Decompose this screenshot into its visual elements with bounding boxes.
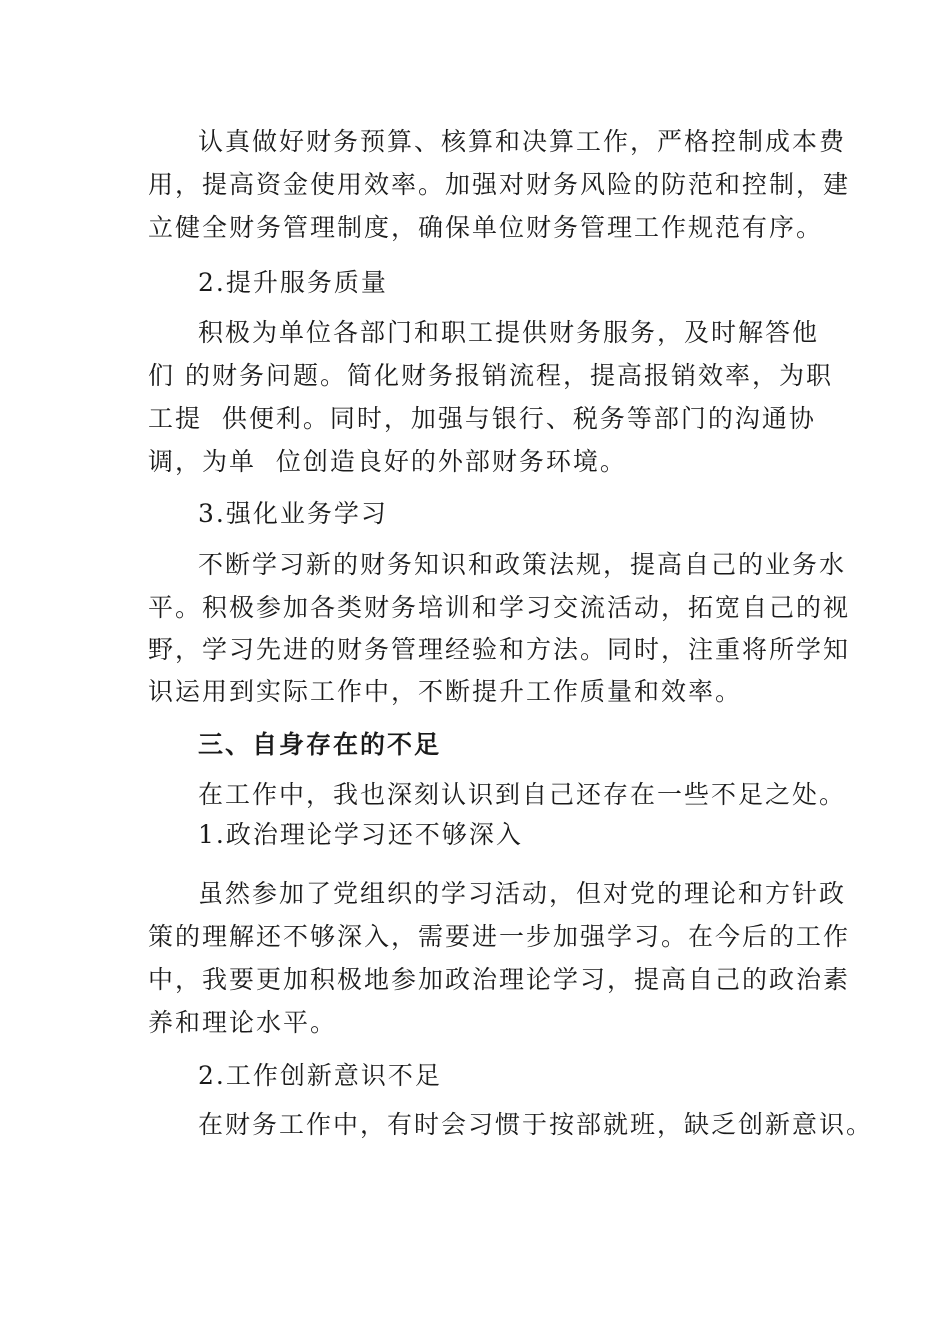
paragraph-line: 虽然参加了党组织的学习活动，但对党的理论和方针政 <box>198 879 847 908</box>
section-heading: 三、自身存在的不足 <box>198 730 442 759</box>
paragraph-line: 不断学习新的财务知识和政策法规，提高自己的业务水 <box>198 550 847 579</box>
paragraph-line: 野，学习先进的财务管理经验和方法。同时，注重将所学知 <box>148 635 851 664</box>
paragraph-line: 养和理论水平。 <box>148 1008 338 1037</box>
paragraph-line: 们 的财务问题。简化财务报销流程，提高报销效率，为职 <box>148 361 833 390</box>
paragraph-line: 认真做好财务预算、核算和决算工作，严格控制成本费 <box>198 127 847 156</box>
paragraph-line: 识运用到实际工作中，不断提升工作质量和效率。 <box>148 677 743 706</box>
paragraph-line: 用，提高资金使用效率。加强对财务风险的防范和控制，建 <box>148 170 851 199</box>
subheading: 2.工作创新意识不足 <box>198 1061 442 1090</box>
paragraph-line: 策的理解还不够深入，需要进一步加强学习。在今后的工作 <box>148 922 851 951</box>
paragraph-line: 积极为单位各部门和职工提供财务服务，及时解答他 <box>198 318 820 347</box>
paragraph-line: 中，我要更加积极地参加政治理论学习，提高自己的政治素 <box>148 965 851 994</box>
subheading: 2.提升服务质量 <box>198 268 388 297</box>
paragraph-line: 工提 供便利。同时，加强与银行、税务等部门的沟通协 <box>148 404 816 433</box>
subheading: 3.强化业务学习 <box>198 499 388 528</box>
subheading: 1.政治理论学习还不够深入 <box>198 820 523 849</box>
paragraph-line: 在工作中，我也深刻认识到自己还存在一些不足之处。 <box>198 780 847 809</box>
paragraph-line: 在财务工作中，有时会习惯于按部就班，缺乏创新意识。 <box>198 1110 874 1139</box>
paragraph-line: 平。积极参加各类财务培训和学习交流活动，拓宽自己的视 <box>148 593 851 622</box>
paragraph-line: 调，为单 位创造良好的外部财务环境。 <box>148 447 627 476</box>
paragraph-line: 立健全财务管理制度，确保单位财务管理工作规范有序。 <box>148 213 824 242</box>
